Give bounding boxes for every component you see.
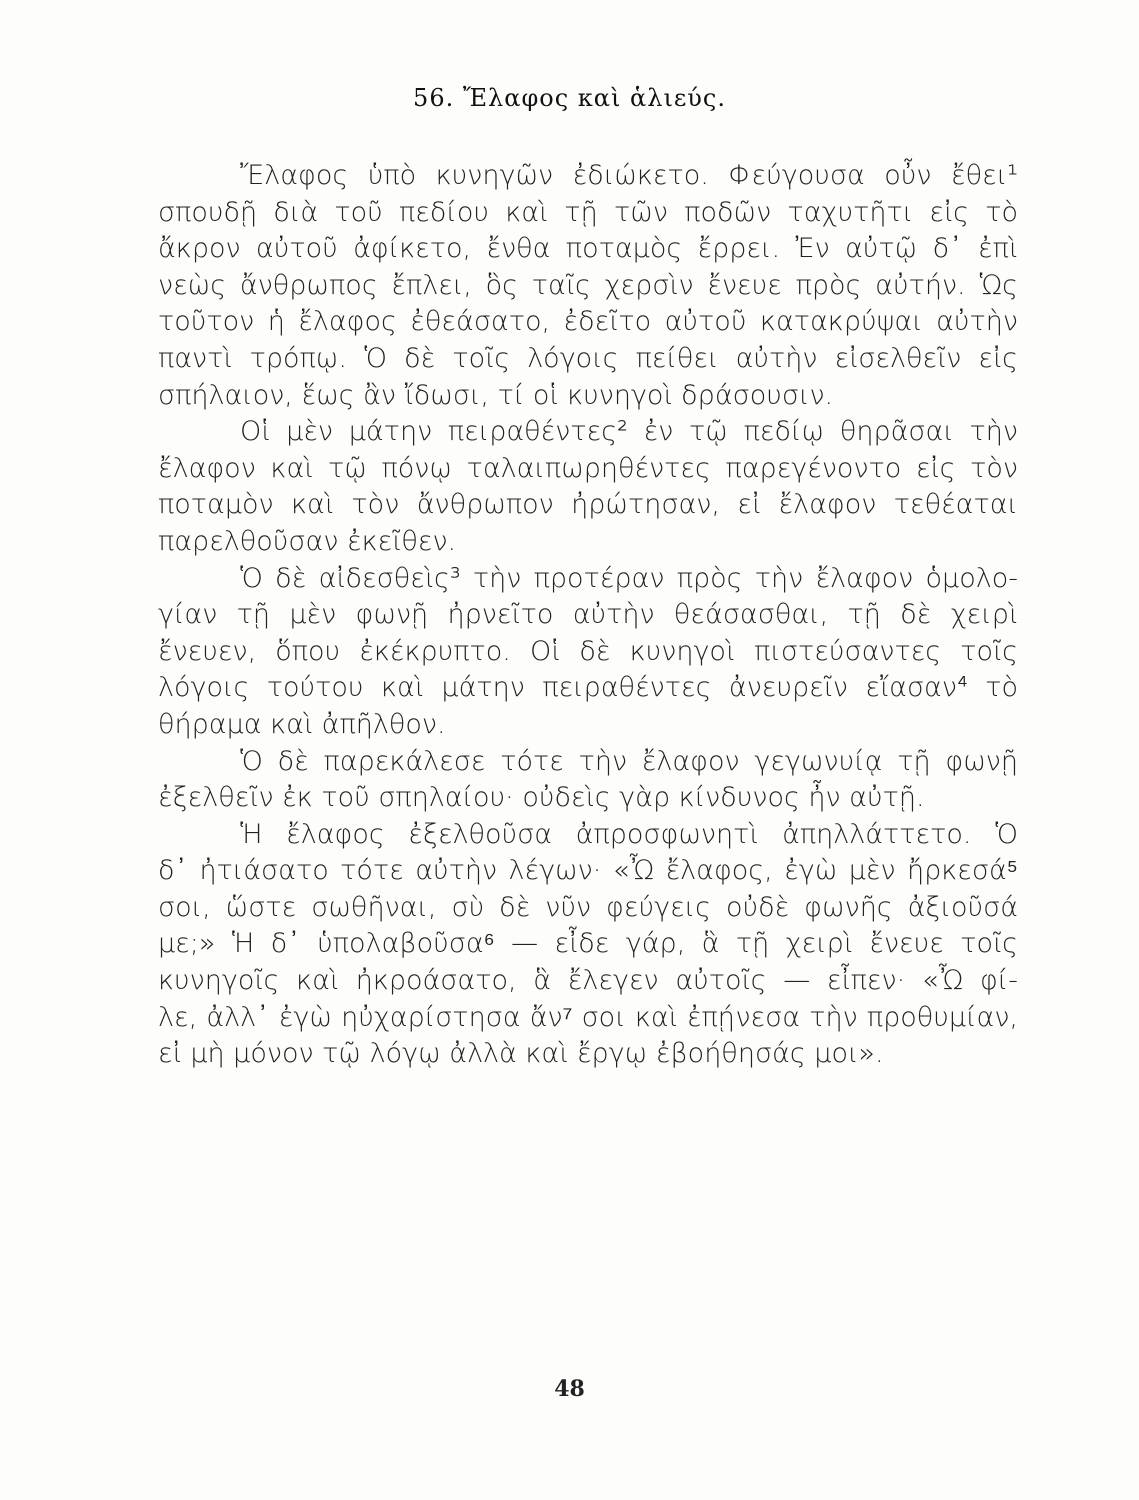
text-line: Ὁ δὲ αἰδεσθεὶς³ τὴν προτέραν πρὸς τὴν ἔλαφον ὁμολο- <box>240 562 1018 594</box>
page-number: 48 <box>554 1376 585 1402</box>
text-line: σπήλαιον, ἕως ἂν ἴδωσι, τί οἱ κυνηγοὶ δράσουσιν. <box>158 379 834 411</box>
text-line: ἔλαφον καὶ τῷ πόνῳ ταλαιπωρηθέντες παρεγένοντο εἰς τὸν <box>158 452 1018 484</box>
text-line: δ᾽ ἠτιάσατο τότε αὐτὴν λέγων· «Ὦ ἔλαφος, ἐγὼ μὲν ἤρκεσά⁵ <box>158 855 1018 887</box>
text-line: σοι, ὥστε σωθῆναι, σὺ δὲ νῦν φεύγεις οὐδὲ φωνῆς ἀξιοῦσά <box>158 891 1018 923</box>
text-line: Ὁ δὲ παρεκάλεσε τότε τὴν ἔλαφον γεγωνυίᾳ τῇ φωνῇ <box>240 745 1018 777</box>
paragraph <box>158 817 1018 1073</box>
body-text <box>158 158 1018 1073</box>
text-line: λε, ἀλλ᾽ ἐγὼ ηὐχαρίστησα ἄν⁷ σοι καὶ ἐπῄνεσα τὴν προθυμίαν, <box>158 1001 1018 1033</box>
page-title: 56. Ἔλαφος καὶ ἁλιεύς. <box>413 84 726 112</box>
text-line: ἔνευεν, ὅπου ἐκέκρυπτο. Οἱ δὲ κυνηγοὶ πιστεύσαντες τοῖς <box>158 635 1018 667</box>
text-line: κυνηγοῖς καὶ ἠκροάσατο, ἃ ἔλεγεν αὐτοῖς — εἶπεν· «Ὦ φί- <box>158 965 1018 997</box>
text-line: σπουδῇ διὰ τοῦ πεδίου καὶ τῇ τῶν ποδῶν ταχυτῆτι εἰς τὸ <box>158 196 1018 228</box>
text-line: παρελθοῦσαν ἐκεῖθεν. <box>158 525 457 557</box>
paragraph <box>158 561 1018 744</box>
text-line: Ἡ ἔλαφος ἐξελθοῦσα ἀπροσφωνητὶ ἀπηλλάττετο. Ὁ <box>240 818 1018 850</box>
text-line: ἄκρον αὐτοῦ ἀφίκετο, ἔνθα ποταμὸς ἔρρει. Ἐν αὐτῷ δ᾽ ἐπὶ <box>158 233 1018 265</box>
text-line: Ἔλαφος ὑπὸ κυνηγῶν ἐδιώκετο. Φεύγουσα οὖν ἔθει¹ <box>240 160 1018 191</box>
text-line: ἐξελθεῖν ἐκ τοῦ σπηλαίου· οὐδεὶς γὰρ κίνδυνος ἦν αὐτῇ. <box>158 782 925 814</box>
text-line: τοῦτον ἡ ἔλαφος ἐθεάσατο, ἐδεῖτο αὐτοῦ κατακρύψαι αὐτὴν <box>158 306 1018 338</box>
text-line: λόγοις τούτου καὶ μάτην πειραθέντες ἀνευρεῖν εἴασαν⁴ τὸ <box>158 672 1018 704</box>
text-line: με;» Ἡ δ᾽ ὑπολαβοῦσα⁶ — εἶδε γάρ, ἃ τῇ χειρὶ ἔνευε τοῖς <box>158 928 1018 960</box>
paragraph <box>158 158 1018 414</box>
paragraph <box>158 414 1018 560</box>
text-line: παντὶ τρόπῳ. Ὁ δὲ τοῖς λόγοις πείθει αὐτὴν εἰσελθεῖν εἰς <box>158 342 1018 374</box>
text-line: εἰ μὴ μόνον τῷ λόγῳ ἀλλὰ καὶ ἔργῳ ἐβοήθησάς μοι». <box>158 1038 884 1070</box>
paragraph <box>158 744 1018 817</box>
text-line: Οἱ μὲν μάτην πειραθέντες² ἐν τῷ πεδίῳ θηρᾶσαι τὴν <box>240 416 1018 448</box>
text-line: ποταμὸν καὶ τὸν ἄνθρωπον ἠρώτησαν, εἰ ἔλαφον τεθέαται <box>158 489 1018 521</box>
text-line: θήραμα καὶ ἀπῆλθον. <box>158 708 446 740</box>
text-line: νεὼς ἄνθρωπος ἔπλει, ὃς ταῖς χερσὶν ἔνευε πρὸς αὐτήν. Ὡς <box>158 269 1018 301</box>
text-line: γίαν τῇ μὲν φωνῇ ἠρνεῖτο αὐτὴν θεάσασθαι, τῇ δὲ χειρὶ <box>158 599 1018 631</box>
